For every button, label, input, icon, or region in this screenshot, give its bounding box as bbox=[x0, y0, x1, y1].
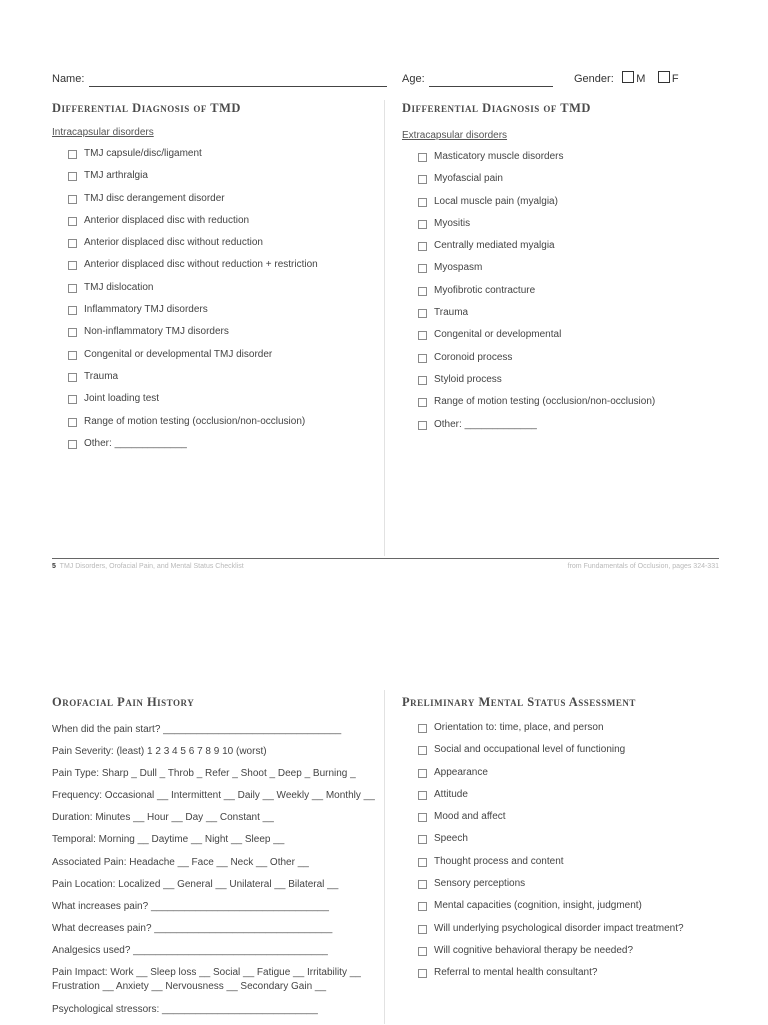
checkbox[interactable] bbox=[418, 947, 427, 956]
checklist-item[interactable] bbox=[418, 878, 732, 900]
checklist-item-label: Congenital or developmental TMJ disorder bbox=[84, 348, 273, 360]
checklist-item[interactable] bbox=[418, 352, 722, 374]
checklist-item[interactable] bbox=[418, 856, 732, 878]
checklist-item[interactable] bbox=[68, 148, 372, 170]
checklist-item-label: Range of motion testing (occlusion/non-occlusion) bbox=[84, 415, 306, 427]
checklist-item-label: Other: _____________ bbox=[84, 437, 187, 449]
gender-field-group bbox=[574, 69, 679, 87]
gender-m-checkbox[interactable] bbox=[622, 71, 634, 83]
checklist-item-label: Orientation to: time, place, and person bbox=[434, 722, 604, 733]
checkbox[interactable] bbox=[418, 153, 427, 162]
checklist-item-label: Speech bbox=[434, 833, 468, 845]
checkbox[interactable] bbox=[418, 220, 427, 229]
checkbox[interactable] bbox=[418, 198, 427, 207]
checklist-item[interactable] bbox=[418, 285, 722, 307]
checklist-item-label: Trauma bbox=[84, 370, 119, 382]
intracapsular-checklist bbox=[68, 148, 372, 460]
checkbox[interactable] bbox=[418, 287, 427, 296]
checklist-item-label: Anterior displaced disc without reduction bbox=[84, 237, 263, 249]
footer-source: from Fundamentals of Occlusion, pages 324-331 bbox=[567, 563, 719, 570]
checklist-item-label: Trauma bbox=[434, 307, 469, 319]
gender-f-checkbox[interactable] bbox=[658, 71, 670, 83]
checklist-item[interactable] bbox=[418, 811, 732, 833]
checklist-item[interactable] bbox=[68, 349, 372, 371]
checkbox[interactable] bbox=[68, 217, 77, 226]
checkbox[interactable] bbox=[68, 150, 77, 159]
gender-f-label: F bbox=[671, 73, 679, 85]
history-question[interactable]: Pain Impact: Work __ Sleep loss __ Social __ Fatigue __ Irritability __ Frustration __ Anxiety __ Nervousness __ Secondary Gain __ bbox=[52, 967, 361, 993]
section-title: Differential Diagnosis of TMD bbox=[402, 101, 591, 115]
pain-history-list bbox=[52, 723, 382, 1025]
checklist-item[interactable] bbox=[418, 967, 732, 989]
checkbox[interactable] bbox=[418, 264, 427, 273]
checklist-item[interactable] bbox=[68, 416, 372, 438]
history-question[interactable]: What increases pain? ________________________________ bbox=[52, 900, 329, 912]
checklist-item[interactable] bbox=[68, 259, 372, 281]
name-label: Name: bbox=[52, 73, 85, 85]
checkbox[interactable] bbox=[418, 354, 427, 363]
checklist-item-label: Referral to mental health consultant? bbox=[434, 967, 598, 979]
checklist-item-label: Other: _____________ bbox=[434, 418, 537, 430]
checklist-item[interactable] bbox=[418, 374, 722, 396]
checkbox[interactable] bbox=[68, 261, 77, 270]
checklist-item[interactable] bbox=[68, 215, 372, 237]
checklist-item-label: Will underlying psychological disorder impact treatment? bbox=[434, 922, 684, 934]
checklist-item-label: Anterior displaced disc without reduction + restriction bbox=[84, 259, 318, 271]
section-title: Preliminary Mental Status Assessment bbox=[402, 695, 636, 709]
checkbox[interactable] bbox=[68, 418, 77, 427]
age-input-line[interactable] bbox=[429, 74, 553, 87]
page-number: 5 bbox=[52, 563, 56, 570]
checkbox[interactable] bbox=[418, 175, 427, 184]
checkbox[interactable] bbox=[68, 284, 77, 293]
checklist-item[interactable] bbox=[418, 396, 722, 418]
checklist-item[interactable] bbox=[418, 329, 722, 351]
history-question[interactable]: Pain Location: Localized __ General __ Unilateral __ Bilateral __ bbox=[52, 878, 339, 890]
checkbox[interactable] bbox=[418, 925, 427, 934]
checkbox[interactable] bbox=[68, 440, 77, 449]
name-input-line[interactable] bbox=[89, 74, 387, 87]
checklist-item-label: TMJ dislocation bbox=[84, 281, 154, 293]
checklist-item-label: Sensory perceptions bbox=[434, 878, 526, 890]
checklist-item-label: Local muscle pain (myalgia) bbox=[434, 195, 558, 207]
checklist-item[interactable] bbox=[418, 151, 722, 173]
section-title: Differential Diagnosis of TMD bbox=[52, 101, 241, 115]
history-question[interactable]: Pain Type: Sharp _ Dull _ Throb _ Refer _ Shoot _ Deep _ Burning _ bbox=[52, 768, 356, 780]
checkbox[interactable] bbox=[68, 351, 77, 360]
history-question[interactable]: Associated Pain: Headache __ Face __ Neck __ Other __ bbox=[52, 856, 309, 868]
checklist-item[interactable] bbox=[418, 945, 732, 967]
checklist-item[interactable] bbox=[68, 282, 372, 304]
section-subtitle: Intracapsular disorders bbox=[52, 127, 154, 138]
checklist-item-label: Myositis bbox=[434, 217, 471, 229]
checklist-item[interactable] bbox=[418, 196, 722, 218]
history-question[interactable]: Frequency: Occasional __ Intermittent __ Daily __ Weekly __ Monthly __ bbox=[52, 790, 375, 802]
checklist-item-label: Thought process and content bbox=[434, 855, 564, 867]
checklist-item[interactable] bbox=[68, 371, 372, 393]
checklist-item-label: Centrally mediated myalgia bbox=[434, 240, 555, 252]
checklist-item-label: Myospasm bbox=[434, 262, 483, 274]
checklist-item[interactable] bbox=[68, 304, 372, 326]
history-question[interactable]: Pain Severity: (least) 1 2 3 4 5 6 7 8 9 10 (worst) bbox=[52, 746, 267, 758]
checklist-item[interactable] bbox=[418, 900, 732, 922]
checkbox[interactable] bbox=[418, 724, 427, 733]
checklist-item-label: Social and occupational level of functioning bbox=[434, 744, 626, 756]
checklist-item-label: Mood and affect bbox=[434, 811, 506, 823]
checklist-item[interactable] bbox=[68, 326, 372, 348]
checkbox[interactable] bbox=[68, 373, 77, 382]
checklist-item-label: Congenital or developmental bbox=[434, 329, 562, 341]
checklist-item-label: Myofibrotic contracture bbox=[434, 284, 536, 296]
checklist-item-label: TMJ arthralgia bbox=[84, 170, 148, 182]
checklist-item[interactable] bbox=[418, 419, 722, 441]
checkbox[interactable] bbox=[418, 309, 427, 318]
history-question[interactable]: When did the pain start? ________________________________ bbox=[52, 724, 342, 735]
checklist-item[interactable] bbox=[68, 193, 372, 215]
footer-title: TMJ Disorders, Orofacial Pain, and Mental Status Checklist bbox=[59, 563, 244, 570]
checklist-item[interactable] bbox=[418, 262, 722, 284]
checklist-item[interactable] bbox=[68, 170, 372, 192]
checklist-item[interactable] bbox=[418, 722, 732, 744]
history-question[interactable]: Duration: Minutes __ Hour __ Day __ Constant __ bbox=[52, 812, 274, 824]
checkbox[interactable] bbox=[68, 395, 77, 404]
checklist-item-label: Mental capacities (cognition, insight, judgment) bbox=[434, 900, 642, 912]
checklist-item-label: TMJ disc derangement disorder bbox=[84, 192, 225, 204]
checklist-item[interactable] bbox=[418, 923, 732, 945]
checklist-item[interactable] bbox=[418, 789, 732, 811]
checklist-item[interactable] bbox=[418, 173, 722, 195]
checkbox[interactable] bbox=[418, 398, 427, 407]
history-question[interactable]: Psychological stressors: ____________________________ bbox=[52, 1004, 318, 1016]
checklist-item-label: TMJ capsule/disc/ligament bbox=[84, 148, 202, 159]
section-title: Orofacial Pain History bbox=[52, 695, 195, 709]
checklist-item[interactable] bbox=[418, 833, 732, 855]
checklist-item-label: Range of motion testing (occlusion/non-occlusion) bbox=[434, 396, 656, 408]
checkbox[interactable] bbox=[418, 746, 427, 755]
extracapsular-checklist bbox=[418, 151, 722, 441]
checklist-item-label: Myofascial pain bbox=[434, 173, 503, 185]
checkbox[interactable] bbox=[68, 172, 77, 181]
name-field-group bbox=[52, 69, 387, 87]
checkbox[interactable] bbox=[418, 835, 427, 844]
checkbox[interactable] bbox=[68, 239, 77, 248]
checkbox[interactable] bbox=[418, 331, 427, 340]
checkbox[interactable] bbox=[418, 791, 427, 800]
history-question[interactable]: What decreases pain? ________________________________ bbox=[52, 922, 333, 934]
checklist-item[interactable] bbox=[68, 393, 372, 415]
checklist-item-label: Inflammatory TMJ disorders bbox=[84, 304, 208, 316]
checklist-item-label: Coronoid process bbox=[434, 351, 513, 363]
checkbox[interactable] bbox=[418, 969, 427, 978]
checklist-item-label: Anterior displaced disc with reduction bbox=[84, 214, 250, 226]
checkbox[interactable] bbox=[418, 858, 427, 867]
bottom-column-divider bbox=[384, 690, 385, 1024]
checklist-item[interactable] bbox=[418, 767, 732, 789]
checklist-item-label: Joint loading test bbox=[84, 393, 160, 405]
footer-rule bbox=[52, 558, 719, 559]
age-label: Age: bbox=[402, 73, 425, 85]
extracapsular-section bbox=[402, 101, 722, 441]
checklist-item-label: Masticatory muscle disorders bbox=[434, 151, 564, 162]
footer-left bbox=[52, 563, 244, 570]
gender-label: Gender: bbox=[574, 73, 614, 85]
checklist-item[interactable] bbox=[418, 307, 722, 329]
checkbox[interactable] bbox=[68, 195, 77, 204]
checklist-item[interactable] bbox=[418, 240, 722, 262]
checklist-item[interactable] bbox=[418, 218, 722, 240]
checklist-item[interactable] bbox=[418, 744, 732, 766]
checkbox[interactable] bbox=[418, 902, 427, 911]
mental-status-section bbox=[402, 695, 732, 990]
top-column-divider bbox=[384, 100, 385, 556]
checklist-item-label: Appearance bbox=[434, 766, 488, 778]
gender-m-label: M bbox=[636, 73, 646, 85]
history-question[interactable]: Analgesics used? ___________________________________ bbox=[52, 944, 328, 956]
checkbox[interactable] bbox=[418, 880, 427, 889]
checklist-item-label: Attitude bbox=[434, 788, 468, 800]
history-question[interactable]: Temporal: Morning __ Daytime __ Night __ Sleep __ bbox=[52, 834, 285, 846]
checkbox[interactable] bbox=[68, 306, 77, 315]
checklist-item-label: Non-inflammatory TMJ disorders bbox=[84, 326, 229, 338]
intracapsular-section bbox=[52, 101, 372, 460]
checkbox[interactable] bbox=[418, 376, 427, 385]
checklist-item[interactable] bbox=[68, 237, 372, 259]
mental-status-checklist bbox=[418, 722, 732, 990]
checkbox[interactable] bbox=[418, 813, 427, 822]
section-subtitle: Extracapsular disorders bbox=[402, 130, 508, 141]
checkbox[interactable] bbox=[68, 328, 77, 337]
checklist-item[interactable] bbox=[68, 438, 372, 460]
checkbox[interactable] bbox=[418, 421, 427, 430]
orofacial-pain-history-section bbox=[52, 695, 382, 1025]
checkbox[interactable] bbox=[418, 769, 427, 778]
checklist-item-label: Will cognitive behavioral therapy be needed? bbox=[434, 944, 634, 956]
checklist-item-label: Styloid process bbox=[434, 373, 502, 385]
checkbox[interactable] bbox=[418, 242, 427, 251]
age-field-group bbox=[402, 69, 553, 87]
